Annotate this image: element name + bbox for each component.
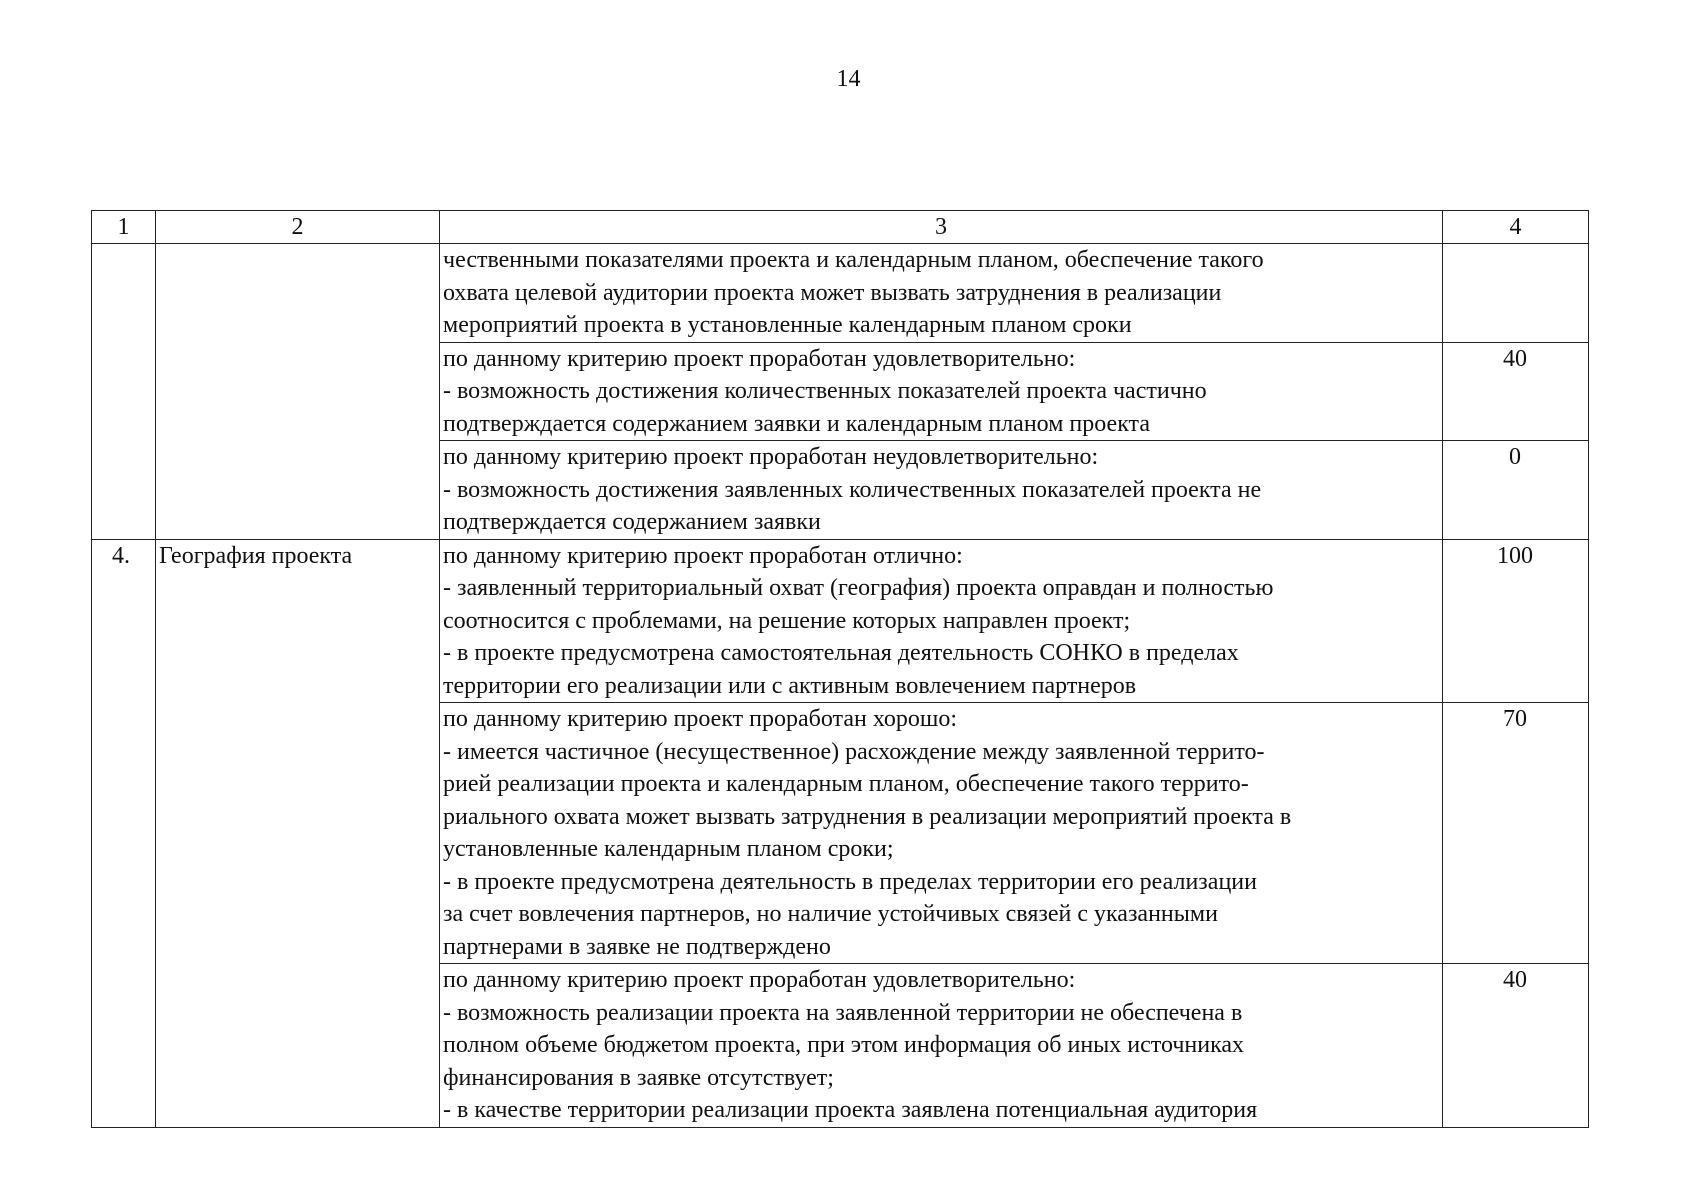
- description-line: по данному критерию проект проработан хорошо:: [443, 706, 958, 732]
- description-line: по данному критерию проект проработан неудовлетворительно:: [443, 444, 1099, 470]
- description-line: - в проекте предусмотрена деятельность в пределах территории его реализации: [443, 868, 1257, 895]
- description-line: - имеется частичное (несущественное) расхождение между заявленной террито-: [443, 738, 1265, 765]
- description-line: соотносится с проблемами, на решение которых направлен проект;: [443, 607, 1131, 634]
- header-col-1: 1: [92, 211, 156, 244]
- criteria-table: [91, 210, 1589, 1128]
- description-line: установленные календарным планом сроки;: [443, 836, 894, 862]
- description-line: за счет вовлечения партнеров, но наличие устойчивых связей с указанными: [443, 901, 1218, 927]
- table-header-row: [92, 211, 1589, 244]
- description-line: охвата целевой аудитории проекта может вызвать затруднения в реализации: [443, 279, 1222, 306]
- score-cell: 100: [1443, 539, 1589, 703]
- description-line: территории его реализации или с активным вовлечением партнеров: [443, 672, 1137, 699]
- description-line: - заявленный территориальный охват (география) проекта оправдан и полностью: [443, 575, 1274, 601]
- description-line: подтверждается содержанием заявки и календарным планом проекта: [443, 410, 1150, 437]
- description-cell: [440, 703, 1443, 964]
- description-cell: [440, 342, 1443, 441]
- header-col-3: 3: [440, 211, 1443, 244]
- score-cell: 70: [1443, 703, 1589, 964]
- row-number-cell: 4.: [92, 539, 156, 1127]
- score-cell: 40: [1443, 964, 1589, 1128]
- description-cell: [440, 964, 1443, 1128]
- page-number: 14: [836, 66, 861, 92]
- table-row: [92, 539, 1589, 703]
- description-line: - возможность достижения заявленных количественных показателей проекта не: [443, 476, 1262, 503]
- row-number-cell: [92, 244, 156, 540]
- description-line: - возможность достижения количественных показателей проекта частично: [443, 378, 1207, 404]
- description-line: чественными показателями проекта и календарным планом, обеспечение такого: [443, 247, 1264, 273]
- score-cell: 0: [1443, 441, 1589, 540]
- description-line: мероприятий проекта в установленные календарным планом сроки: [443, 312, 1132, 338]
- description-line: риального охвата может вызвать затруднения в реализации мероприятий проекта в: [443, 803, 1292, 830]
- description-cell: [440, 539, 1443, 703]
- table-row: [92, 244, 1589, 343]
- description-cell: [440, 244, 1443, 343]
- criterion-cell: География проекта: [156, 539, 440, 1127]
- description-line: по данному критерию проект проработан удовлетворительно:: [443, 967, 1076, 993]
- description-line: - возможность реализации проекта на заявленной территории не обеспечена в: [443, 999, 1243, 1026]
- description-line: полном объеме бюджетом проекта, при этом информация об иных источниках: [443, 1032, 1245, 1058]
- header-col-4: 4: [1443, 211, 1589, 244]
- description-line: по данному критерию проект проработан удовлетворительно:: [443, 345, 1076, 372]
- description-line: по данному критерию проект проработан отлично:: [443, 542, 963, 569]
- description-cell: [440, 441, 1443, 540]
- score-cell: [1443, 244, 1589, 343]
- description-line: подтверждается содержанием заявки: [443, 509, 821, 535]
- description-line: финансирования в заявке отсутствует;: [443, 1064, 834, 1091]
- description-line: рией реализации проекта и календарным планом, обеспечение такого террито-: [443, 771, 1249, 797]
- description-line: - в проекте предусмотрена самостоятельная деятельность СОНКО в пределах: [443, 640, 1239, 666]
- header-col-2: 2: [156, 211, 440, 244]
- description-line: - в качестве территории реализации проекта заявлена потенциальная аудитория: [443, 1097, 1258, 1123]
- criterion-cell: [156, 244, 440, 540]
- description-line: партнерами в заявке не подтверждено: [443, 933, 831, 960]
- score-cell: 40: [1443, 342, 1589, 441]
